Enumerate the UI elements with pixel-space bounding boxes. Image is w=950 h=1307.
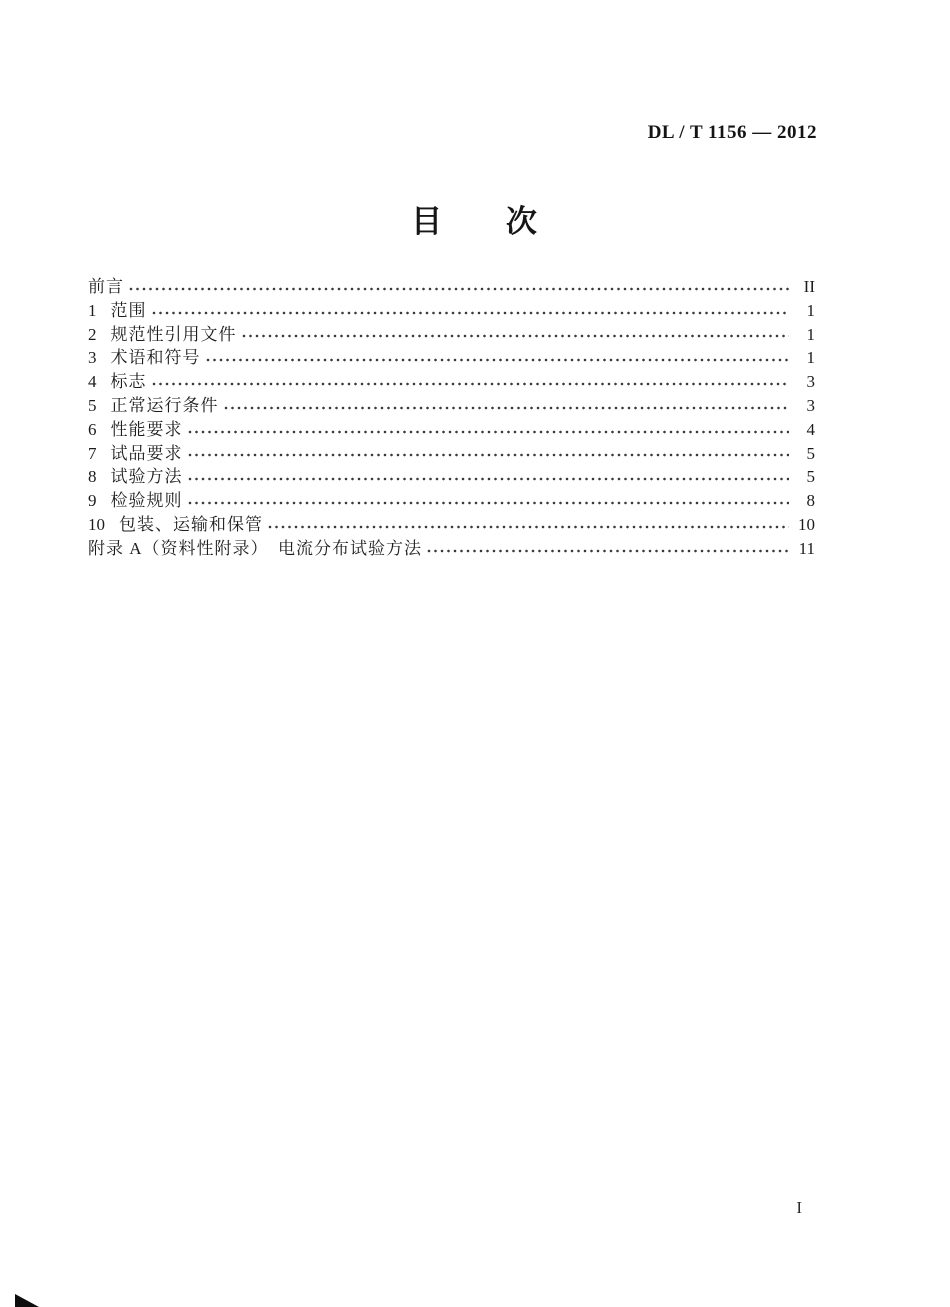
page-title: 目 次 (411, 204, 539, 239)
toc-entry[interactable] (88, 510, 815, 534)
toc-entry[interactable] (88, 391, 815, 415)
toc-entry-label: 包装、运输和保管 (119, 514, 263, 534)
scan-corner-mark (15, 1294, 39, 1307)
toc-entry[interactable] (88, 320, 815, 344)
toc-entry[interactable] (88, 343, 815, 367)
toc-entry-label: 附录 A（资料性附录） 电流分布试验方法 (88, 538, 423, 558)
toc-entry-number: 4 (88, 372, 97, 392)
toc-entry-number: 2 (88, 324, 97, 344)
toc-entry[interactable] (88, 486, 815, 510)
toc-entry[interactable] (88, 462, 815, 486)
toc-entry-page: 5 (806, 467, 815, 487)
toc-entry-label: 性能要求 (110, 419, 183, 439)
dot-leader (129, 287, 789, 291)
toc-entry[interactable] (88, 367, 815, 391)
dot-leader (242, 334, 790, 338)
toc-entry[interactable] (88, 534, 815, 558)
toc-entry-label: 标志 (110, 372, 147, 392)
dot-leader (224, 406, 790, 410)
dot-leader (188, 430, 790, 434)
toc-entry-label: 试验方法 (110, 467, 183, 487)
dot-leader (188, 477, 790, 481)
dot-leader (427, 549, 789, 553)
toc-entry[interactable] (88, 415, 815, 439)
toc-entry-label: 前言 (88, 277, 124, 296)
toc-entry-page: 1 (806, 324, 815, 344)
toc-entry-page: 10 (798, 514, 815, 534)
toc-entry-label: 规范性引用文件 (110, 324, 237, 344)
toc-entry-label: 检验规则 (110, 491, 183, 511)
toc-entry[interactable] (88, 272, 815, 296)
table-of-contents (88, 272, 815, 558)
toc-entry-page: 3 (806, 372, 815, 392)
toc-entry-label: 试品要求 (110, 443, 183, 463)
dot-leader (268, 525, 789, 529)
toc-entry-page: 4 (806, 419, 815, 439)
toc-entry-label: 正常运行条件 (110, 395, 219, 415)
toc-entry-number: 7 (88, 443, 97, 463)
toc-entry-number: 8 (88, 467, 97, 487)
toc-entry-number: 1 (88, 300, 97, 320)
toc-entry-page: 5 (806, 443, 815, 463)
dot-leader (152, 311, 790, 315)
dot-leader (152, 382, 790, 386)
toc-entry-number: 3 (88, 348, 97, 368)
toc-entry-page: 11 (798, 538, 815, 558)
toc-entry-page: 1 (806, 300, 815, 320)
toc-entry-page: 1 (806, 348, 815, 368)
dot-leader (206, 358, 790, 362)
toc-entry-label: 范围 (110, 300, 147, 320)
toc-entry-number: 5 (88, 395, 97, 415)
toc-entry-page: 3 (806, 395, 815, 415)
doc-standard-number: DL / T 1156 — 2012 (647, 122, 817, 143)
footer-page-number: I (796, 1198, 802, 1217)
toc-entry-number: 9 (88, 491, 97, 511)
toc-entry[interactable] (88, 296, 815, 320)
toc-entry-number: 10 (88, 514, 105, 534)
toc-entry-page: 8 (806, 491, 815, 511)
dot-leader (188, 453, 790, 457)
toc-entry-number: 6 (88, 419, 97, 439)
toc-entry-page: II (803, 277, 815, 296)
toc-entry-label: 术语和符号 (110, 348, 201, 368)
toc-entry[interactable] (88, 439, 815, 463)
dot-leader (188, 501, 790, 505)
